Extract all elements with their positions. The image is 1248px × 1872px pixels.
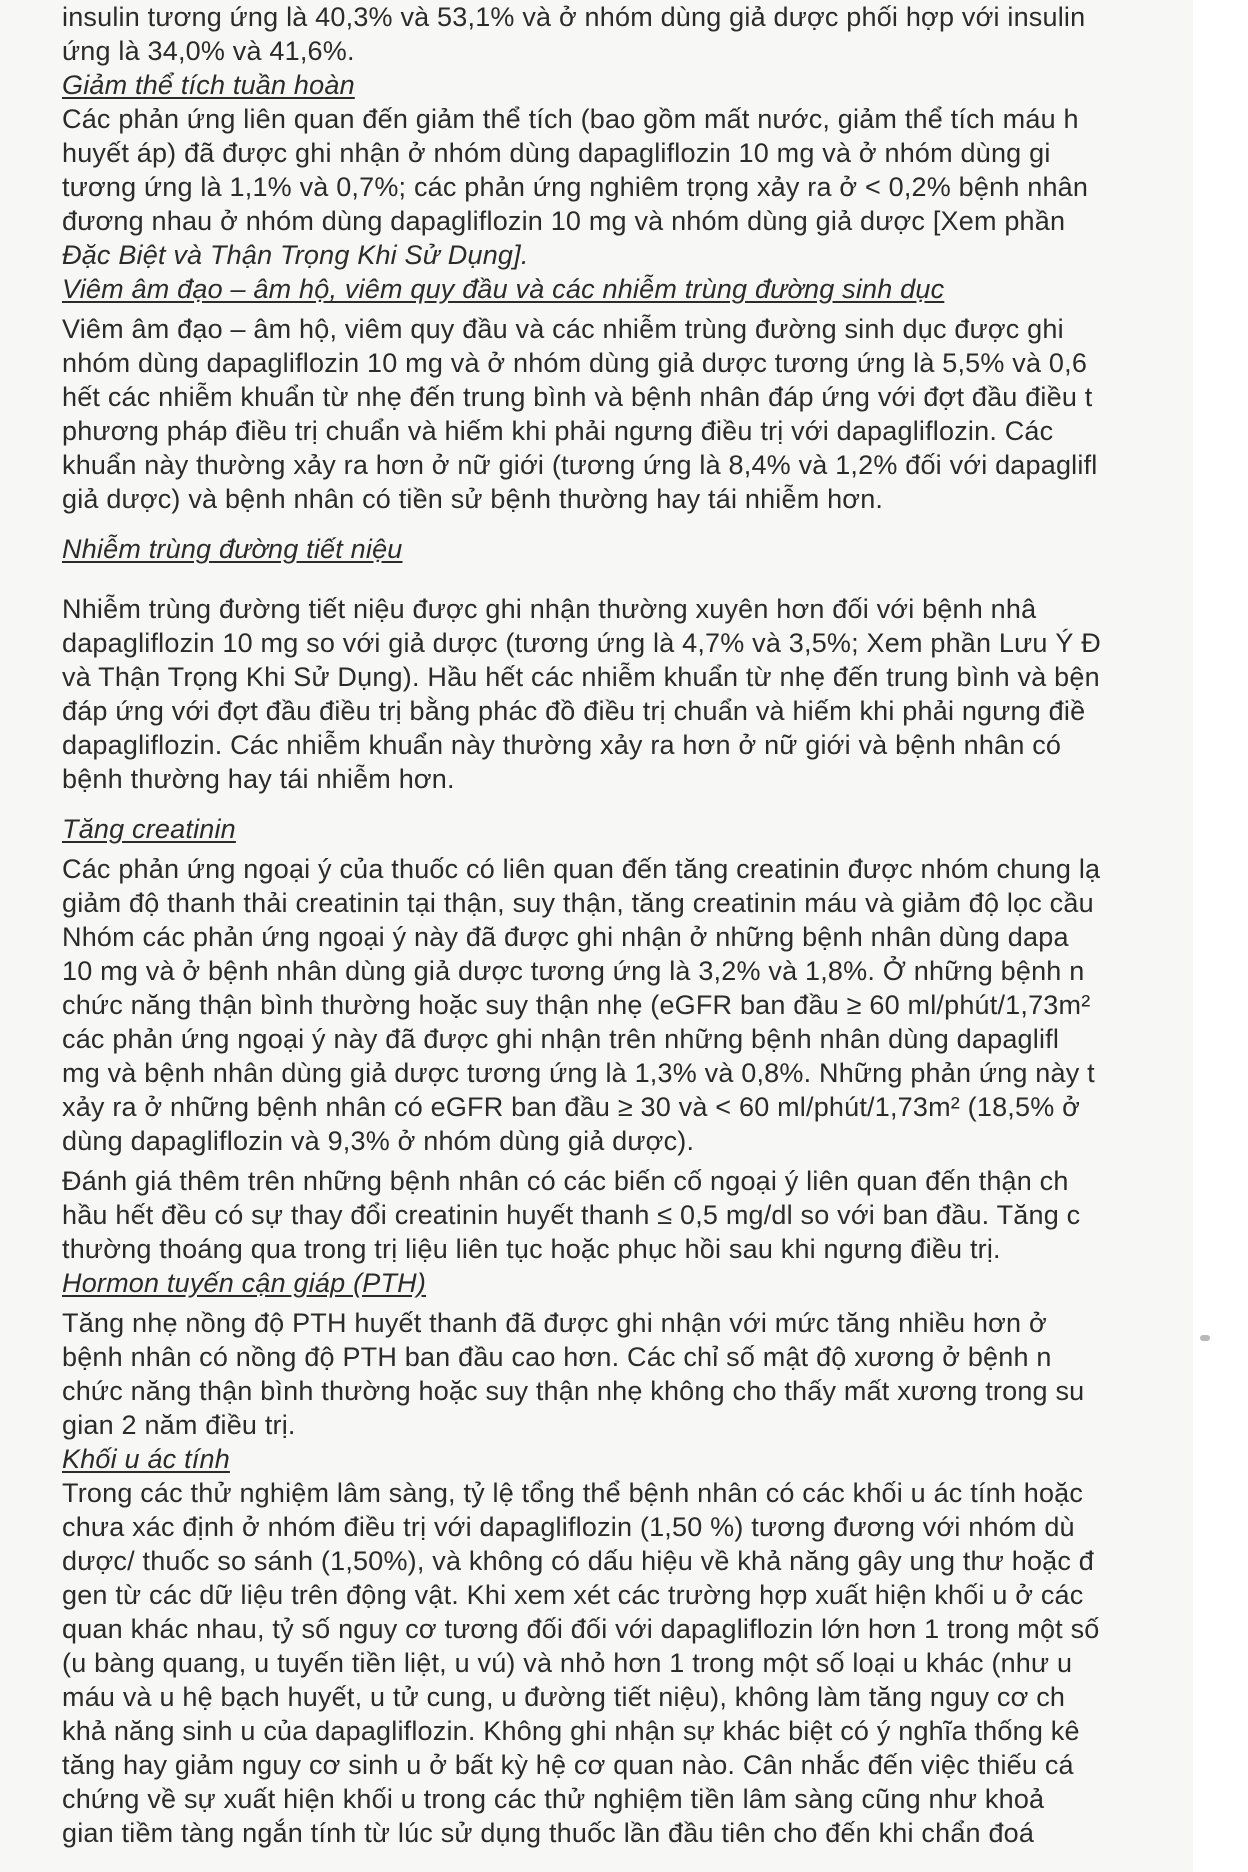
text-line: khả năng sinh u của dapagliflozin. Không ghi nhận sự khác biệt có ý nghĩa thống kê xyxy=(62,1716,1080,1746)
text-line: dapagliflozin 10 mg so với giả dược (tương ứng là 4,7% và 3,5%; Xem phần Lưu Ý Đ xyxy=(62,628,1101,658)
section-heading-pth: Hormon tuyến cận giáp (PTH) xyxy=(62,1268,427,1298)
text-line: dapagliflozin. Các nhiễm khuẩn này thường xảy ra hơn ở nữ giới và bệnh nhân có xyxy=(62,730,1062,760)
text-line: gian tiềm tàng ngắn tính từ lúc sử dụng thuốc lần đầu tiên cho đến khi chẩn đoá xyxy=(62,1818,1035,1848)
section-heading-urinary-infections: Nhiễm trùng đường tiết niệu xyxy=(62,534,403,564)
text-line: gian 2 năm điều trị. xyxy=(62,1410,296,1440)
text-line: Đánh giá thêm trên những bệnh nhân có các biến cố ngoại ý liên quan đến thận ch xyxy=(62,1166,1069,1196)
text-line: thường thoáng qua trong trị liệu liên tục hoặc phục hồi sau khi ngưng điều trị. xyxy=(62,1234,1001,1264)
text-line: chưa xác định ở nhóm điều trị với dapagliflozin (1,50 %) tương đương với nhóm dù xyxy=(62,1512,1075,1542)
text-line: dược/ thuốc so sánh (1,50%), và không có dấu hiệu về khả năng gây ung thư hoặc đ xyxy=(62,1546,1095,1576)
section-heading-malignancy: Khối u ác tính xyxy=(62,1444,230,1474)
text-line: bệnh thường hay tái nhiễm hơn. xyxy=(62,764,455,794)
text-line: nhóm dùng dapagliflozin 10 mg và ở nhóm dùng giả dược tương ứng là 5,5% và 0,6 xyxy=(62,348,1088,378)
text-line: Các phản ứng ngoại ý của thuốc có liên quan đến tăng creatinin được nhóm chung lạ xyxy=(62,854,1101,884)
text-line: tăng hay giảm nguy cơ sinh u ở bất kỳ hệ cơ quan nào. Cân nhắc đến việc thiếu cá xyxy=(62,1750,1074,1780)
text-line: Viêm âm đạo – âm hộ, viêm quy đầu và các nhiễm trùng đường sinh dục được ghi xyxy=(62,314,1064,344)
page-right-margin xyxy=(1193,0,1248,1872)
text-line: Nhóm các phản ứng ngoại ý này đã được ghi nhận ở những bệnh nhân dùng dapa xyxy=(62,922,1069,952)
text-line: phương pháp điều trị chuẩn và hiếm khi phải ngưng điều trị với dapagliflozin. Các xyxy=(62,416,1054,446)
text-line: ứng là 34,0% và 41,6%. xyxy=(62,36,355,66)
text-line: hết các nhiễm khuẩn từ nhẹ đến trung bình và bệnh nhân đáp ứng với đợt đầu điều t xyxy=(62,382,1093,412)
text-line: Trong các thử nghiệm lâm sàng, tỷ lệ tổng thể bệnh nhân có các khối u ác tính hoặc xyxy=(62,1478,1084,1508)
text-line: quan khác nhau, tỷ số nguy cơ tương đối đối với dapagliflozin lớn hơn 1 trong một số xyxy=(62,1614,1100,1644)
text-line: chứng về sự xuất hiện khối u trong các thử nghiệm tiền lâm sàng cũng như khoả xyxy=(62,1784,1045,1814)
text-line: dùng dapagliflozin và 9,3% ở nhóm dùng giả dược). xyxy=(62,1126,695,1156)
section-heading-genital-infections: Viêm âm đạo – âm hộ, viêm quy đầu và các nhiễm trùng đường sinh dục xyxy=(62,274,945,304)
section-heading-volume-depletion: Giảm thể tích tuần hoàn xyxy=(62,70,355,100)
text-line: Đặc Biệt và Thận Trọng Khi Sử Dụng]. xyxy=(62,240,529,270)
text-line: chức năng thận bình thường hoặc suy thận nhẹ không cho thấy mất xương trong su xyxy=(62,1376,1085,1406)
text-line: xảy ra ở những bệnh nhân có eGFR ban đầu ≥ 30 và < 60 ml/phút/1,73m² (18,5% ở xyxy=(62,1092,1081,1122)
text-line: đương nhau ở nhóm dùng dapagliflozin 10 mg và nhóm dùng giả dược [Xem phần xyxy=(62,206,1066,236)
text-line: Các phản ứng liên quan đến giảm thể tích (bao gồm mất nước, giảm thể tích máu h xyxy=(62,104,1079,134)
text-line: và Thận Trọng Khi Sử Dụng). Hầu hết các nhiễm khuẩn từ nhẹ đến trung bình và bện xyxy=(62,662,1100,692)
text-line: bệnh nhân có nồng độ PTH ban đầu cao hơn. Các chỉ số mật độ xương ở bệnh n xyxy=(62,1342,1052,1372)
text-line: máu và u hệ bạch huyết, u tử cung, u đường tiết niệu), không làm tăng nguy cơ ch xyxy=(62,1682,1066,1712)
document-text xyxy=(62,0,1190,1850)
section-heading-creatinine: Tăng creatinin xyxy=(62,814,236,844)
text-line: 10 mg và ở bệnh nhân dùng giả dược tương ứng là 3,2% và 1,8%. Ở những bệnh n xyxy=(62,956,1085,986)
text-line: Nhiễm trùng đường tiết niệu được ghi nhận thường xuyên hơn đối với bệnh nhâ xyxy=(62,594,1037,624)
text-line: (u bàng quang, u tuyến tiền liệt, u vú) và nhỏ hơn 1 trong một số loại u khác (như u xyxy=(62,1648,1073,1678)
text-line: giảm độ thanh thải creatinin tại thận, suy thận, tăng creatinin máu và giảm độ lọc cầu xyxy=(62,888,1094,918)
text-line: giả dược) và bệnh nhân có tiền sử bệnh thường hay tái nhiễm hơn. xyxy=(62,484,884,514)
text-line: insulin tương ứng là 40,3% và 53,1% và ở nhóm dùng giả dược phối hợp với insulin xyxy=(62,2,1086,32)
text-line: huyết áp) đã được ghi nhận ở nhóm dùng dapagliflozin 10 mg và ở nhóm dùng gi xyxy=(62,138,1051,168)
text-line: gen từ các dữ liệu trên động vật. Khi xem xét các trường hợp xuất hiện khối u ở các xyxy=(62,1580,1084,1610)
text-line: tương ứng là 1,1% và 0,7%; các phản ứng nghiêm trọng xảy ra ở < 0,2% bệnh nhân xyxy=(62,172,1089,202)
text-line: khuẩn này thường xảy ra hơn ở nữ giới (tương ứng là 8,4% và 1,2% đối với dapaglifl xyxy=(62,450,1098,480)
scan-speck xyxy=(1200,1335,1210,1341)
text-line: chức năng thận bình thường hoặc suy thận nhẹ (eGFR ban đầu ≥ 60 ml/phút/1,73m² xyxy=(62,990,1091,1020)
text-line: mg và bệnh nhân dùng giả dược tương ứng là 1,3% và 0,8%. Những phản ứng này t xyxy=(62,1058,1095,1088)
text-line: đáp ứng với đợt đầu điều trị bằng phác đồ điều trị chuẩn và hiếm khi phải ngưng điề xyxy=(62,696,1086,726)
text-line: các phản ứng ngoại ý này đã được ghi nhận trên những bệnh nhân dùng dapaglifl xyxy=(62,1024,1060,1054)
text-line: hầu hết đều có sự thay đổi creatinin huyết thanh ≤ 0,5 mg/dl so với ban đầu. Tăng c xyxy=(62,1200,1081,1230)
text-line: Tăng nhẹ nồng độ PTH huyết thanh đã được ghi nhận với mức tăng nhiều hơn ở xyxy=(62,1308,1047,1338)
